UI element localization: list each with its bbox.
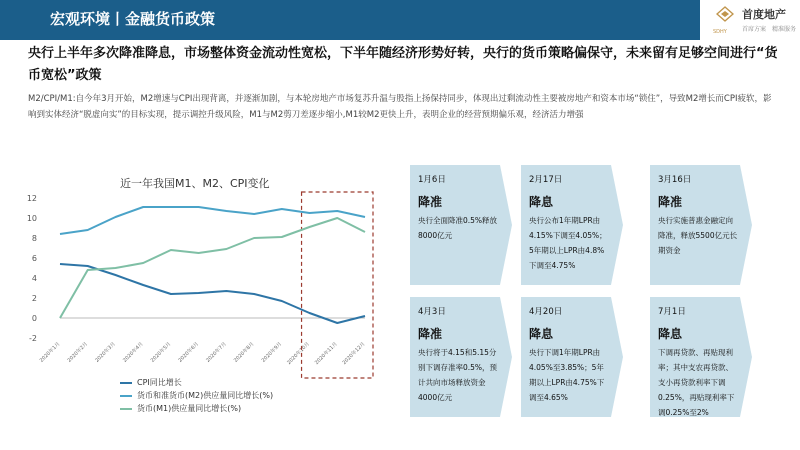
x-tick-label: 2020年10月 <box>286 341 311 366</box>
body-paragraph: M2/CPI/M1:自今年3月开始，M2增速与CPI出现背离，并逐渐加剧，与本轮房地产市场复苏升温与股指上扬保持同步，体现出过剩流动性主要被房地产和资本市场“锁住”，导致M2增长而CPI疲软，影响到实体经济“脱虚向实”的目标实现，提示调控升级风险，M1与M2剪刀差逐步缩小,M1较M2更快上升，表明企业的经营预期偏乐观，经济活力增强 <box>28 94 772 120</box>
legend-swatch <box>120 408 132 410</box>
card-type: 降准 <box>418 327 443 341</box>
series-line <box>60 207 365 234</box>
card-description: 央行下调1年期LPR由4.05%至3.85%；5年期以上LPR由4.75%下调至4.65% <box>529 348 605 402</box>
card-arrow <box>500 165 512 285</box>
legend-swatch <box>120 395 132 397</box>
card-type: 降准 <box>418 195 443 209</box>
x-tick-label: 2020年7月 <box>205 341 228 364</box>
card-date: 3月16日 <box>658 175 692 185</box>
card-date: 4月20日 <box>529 307 563 317</box>
logo-slogan: 首席方案 精准服务 <box>742 26 797 33</box>
company-logo <box>700 0 800 40</box>
card-arrow <box>500 297 512 417</box>
x-tick-label: 2020年5月 <box>149 341 173 364</box>
card-arrow <box>611 297 623 417</box>
series-line <box>60 218 365 318</box>
policy-card <box>650 297 740 417</box>
highlight-box <box>302 192 373 378</box>
x-tick-label: 2020年4月 <box>122 341 145 364</box>
card-description: 下调再贷款、再贴现利率；其中支农再贷款、支小再贷款利率下调0.25%，再贴现利率下调0.25%至2% <box>658 348 735 417</box>
card-date: 2月17日 <box>529 175 563 185</box>
x-tick-label: 2020年2月 <box>66 341 90 364</box>
x-tick-label: 2020年6月 <box>177 341 201 364</box>
card-type: 降息 <box>658 327 683 341</box>
x-tick-label: 2020年11月 <box>313 341 339 366</box>
card-description: 央行将于4.15和5.15分别下调存准率0.5%，预计共向市场释放资金4000亿元 <box>418 348 498 402</box>
policy-card <box>521 165 611 285</box>
legend-label: CPI同比增长 <box>137 378 182 387</box>
card-description: 央行公布1年期LPR由4.15%下调至4.05%；5年期以上LPR由4.8%下调至4.75% <box>529 216 607 270</box>
card-type: 降息 <box>529 327 554 341</box>
legend-label: 货币(M1)供应量同比增长(%) <box>137 404 242 413</box>
header-bar <box>0 0 800 40</box>
y-tick-label: 10 <box>26 214 37 223</box>
line-chart <box>25 188 375 383</box>
page-title: 宏观环境丨金融货币政策 <box>50 10 216 28</box>
card-date: 4月3日 <box>418 307 446 317</box>
card-description: 央行全面降准0.5%释放8000亿元 <box>418 216 498 240</box>
y-tick-label: 12 <box>26 194 37 203</box>
headline: 央行上半年多次降准降息，市场整体资金流动性宽松，下半年随经济形势好转，央行的货币策略偏保守，未来留有足够空间进行“货币宽松”政策 <box>28 46 778 83</box>
x-tick-label: 2020年3月 <box>94 341 117 364</box>
x-tick-label: 2020年9月 <box>260 341 284 364</box>
card-date: 7月1日 <box>658 307 686 317</box>
logo-name: 首度地产 <box>742 8 786 21</box>
card-type: 降准 <box>658 195 683 209</box>
policy-card <box>410 165 500 285</box>
logo-sub: SDHY <box>713 29 727 35</box>
y-tick-label: 2 <box>31 294 37 303</box>
legend-swatch <box>120 382 132 384</box>
policy-card <box>410 297 500 417</box>
y-tick-label: 0 <box>31 314 37 323</box>
chart-title: 近一年我国M1、M2、CPI变化 <box>120 177 270 190</box>
x-tick-label: 2020年8月 <box>232 341 256 364</box>
policy-card <box>650 165 740 285</box>
legend-label: 货币和准货币(M2)供应量同比增长(%) <box>137 391 274 400</box>
y-tick-label: 6 <box>31 254 37 263</box>
card-arrow <box>740 165 752 285</box>
y-tick-label: 4 <box>31 274 37 283</box>
card-type: 降息 <box>529 195 554 209</box>
y-tick-label: -2 <box>29 334 37 343</box>
card-description: 央行实施普惠金融定向降准，释放5500亿元长期资金 <box>658 216 738 255</box>
card-arrow <box>611 165 623 285</box>
card-date: 1月6日 <box>418 175 446 185</box>
x-tick-label: 2020年1月 <box>38 341 62 364</box>
y-tick-label: 8 <box>31 234 37 243</box>
card-arrow <box>740 297 752 417</box>
logo-icon <box>716 6 734 28</box>
policy-card <box>521 297 611 417</box>
x-tick-label: 2020年12月 <box>341 341 367 366</box>
series-line <box>60 264 365 323</box>
